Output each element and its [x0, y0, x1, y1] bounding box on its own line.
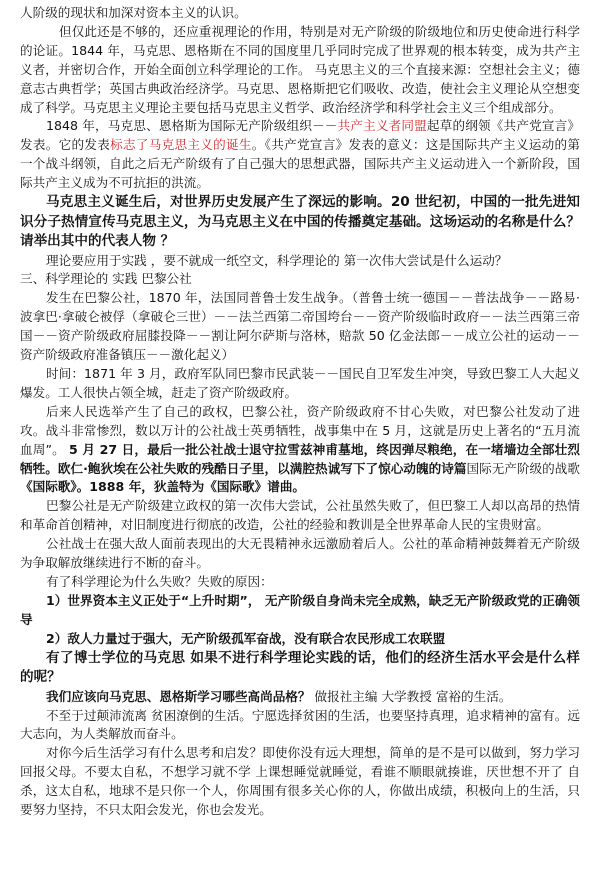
- bloody-week-text: 后来人民选举产生了自己的政权，巴黎公社，资产阶级政府不甘心失败，对巴黎公社发动了进攻。战斗非常惨烈，数以万计的公社战士英勇牺牲，战事集中在 5 月，这就是历史上著名的“五月流血周”。: [20, 403, 580, 457]
- virtue-answer: 做报社主编 大学教授 富裕的生活。: [310, 688, 512, 704]
- internationale-bold-text: 5 月 27 日，最后一批公社战士退守拉雪兹神甫墓地，终因弹尽粮绝，在一堵墙边全部壮烈牺牲。欧仁·鲍狄埃在公社失败的残酷日子里，以满腔热诚写下了惊心动魄的诗篇: [20, 441, 580, 476]
- manifesto-text-a: 1848 年，马克思、恩格斯为国际无产阶级组织－－: [46, 118, 338, 134]
- marxism-birth-highlight: 标志了马克思主义的诞生: [110, 137, 252, 153]
- paragraph-theory: 但仅此还是不够的，还应重视理论的作用，特别是对无产阶级的阶级地位和历史使命进行科学的论证。1844 年，马克思、恩格斯在不同的国度里几乎同时完成了世界观的根本转变，成为共产主义者，并密切合作，开始全面创立科学理论的工作。 马克思主义的三个直接来源：空想社会主义；德意志古典哲学；英国古典政治经济学。马克思、恩格斯把它们吸收、改造，使社会主义理论从空想变成了科学。马克思主义理论主要包括马克思主义哲学、政治经济学和科学社会主义三个组成部分。: [20, 23, 580, 115]
- paragraph-question-movement: 马克思主义诞生后，对世界历史发展产生了深远的影响。20 世纪初，中国的一批先进知识分子热情宣传马克思主义，为马克思主义在中国的传播奠定基础。这场运动的名称是什么？请举出其中的代表人物 ？: [20, 194, 580, 250]
- paragraph-poverty: 不至于过颠沛流离 贫困潦倒的生活。宁愿选择贫困的生活，也要坚持真理，追求精神的富有。远大志向，为人类解放而奋斗。: [20, 707, 580, 742]
- paragraph-reflection: 对你今后生活学习有什么思考和启发？即使你没有远大理想，简单的是不是可以做到，努力学习回报父母。不要太自私，不想学习就不学 上课想睡觉就睡觉，看谁不顺眼就揍谁，厌世想不开了 自杀，这太自私，地球不是只你一个人，你周围有很多关心你的人，你做出成绩，积极向上的生活，只要努力坚持，不只太阳会发光，你也会发光。: [20, 745, 580, 818]
- paragraph-manifesto: [20, 117, 580, 193]
- virtue-question-bold: 我们应该向马克思、恩格斯学习哪些高尚品格？: [46, 688, 311, 704]
- manifesto-text-e: 。《共产党宣言》发表的意义：这是国际共产主义运动的第一个战斗纲领，自此之后无产阶级有了自己强大的思想武器，国际共产主义运动进入一个新阶段，国际共产主义成为不可抗拒的洪流。: [20, 137, 581, 191]
- communist-league-highlight: 共产主义者同盟: [337, 118, 427, 134]
- paragraph-time: 时间：1871 年 3 月，政府军队同巴黎市民武装－－国民自卫军发生冲突，导致巴黎工人大起义爆发。工人很快占领全城，赶走了资产阶级政府。: [20, 366, 580, 400]
- paragraph-marx-question: 有了博士学位的马克思 如果不进行科学理论实践的话，他们的经济生活水平会是什么样的呢？: [20, 649, 580, 686]
- internationale-title-text: 《国际歌》。1888 年，狄盖特为《国际歌》谱曲。: [20, 479, 306, 495]
- paragraph-first-attempt: 巴黎公社是无产阶级建立政权的第一次伟大尝试，公社虽然失败了，但巴黎工人却以高昂的热情和革命首创精神，对旧制度进行彻底的改造，公社的经验和教训是全世界革命人民的宝贵财富。: [20, 498, 580, 533]
- failure-reason-1: 1）世界资本主义正处于“上升时期”， 无产阶级自身尚未完全成熟，缺乏无产阶级政党的正确领导: [20, 592, 580, 627]
- paragraph-failure-question: 有了科学理论为什么失败？失败的原因：: [46, 573, 273, 589]
- paragraph-virtue-question: [20, 688, 580, 707]
- failure-reason-2: 2）敌人力量过于强大，无产阶级孤军奋战，没有联合农民形成工农联盟: [46, 630, 446, 646]
- internationale-normal-text: 国际无产阶级的战歌: [466, 460, 580, 476]
- paragraph-practice-question: 理论要应用于实践 ，要不就成一纸空文，科学理论的 第一次伟大尝试是什么运动？: [46, 252, 508, 268]
- paragraph-spirit: 公社战士在强大敌人面前表现出的大无畏精神永远激励着后人。公社的革命精神鼓舞着无产阶级为争取解放继续进行不断的奋斗。: [20, 536, 580, 571]
- paragraph-intro-tail: 人阶级的现状和加深对资本主义的认识。: [20, 5, 247, 20]
- paragraph-bloody-week: [20, 403, 580, 498]
- manifesto-text-c: 起草的纲领《共产党宣言》发表。它的发表: [20, 118, 581, 153]
- section-heading-paris-commune: 三、科学理论的 实践 巴黎公社: [20, 271, 192, 287]
- paragraph-background: 发生在巴黎公社，1870 年，法国同普鲁士发生战争。（普鲁士统一德国－－普法战争－－路易·波拿巴·拿破仑被俘（拿破仑三世）－－法兰西第二帝国垮台－－资产阶级临时政府－－法兰西第三帝国－－资产阶级政府屈膝投降－－割让阿尔萨斯与洛林，赔款 50 亿金法郎－－成立公社的运动－－资产阶级政府准备镇压－－激化起义）: [20, 290, 580, 363]
